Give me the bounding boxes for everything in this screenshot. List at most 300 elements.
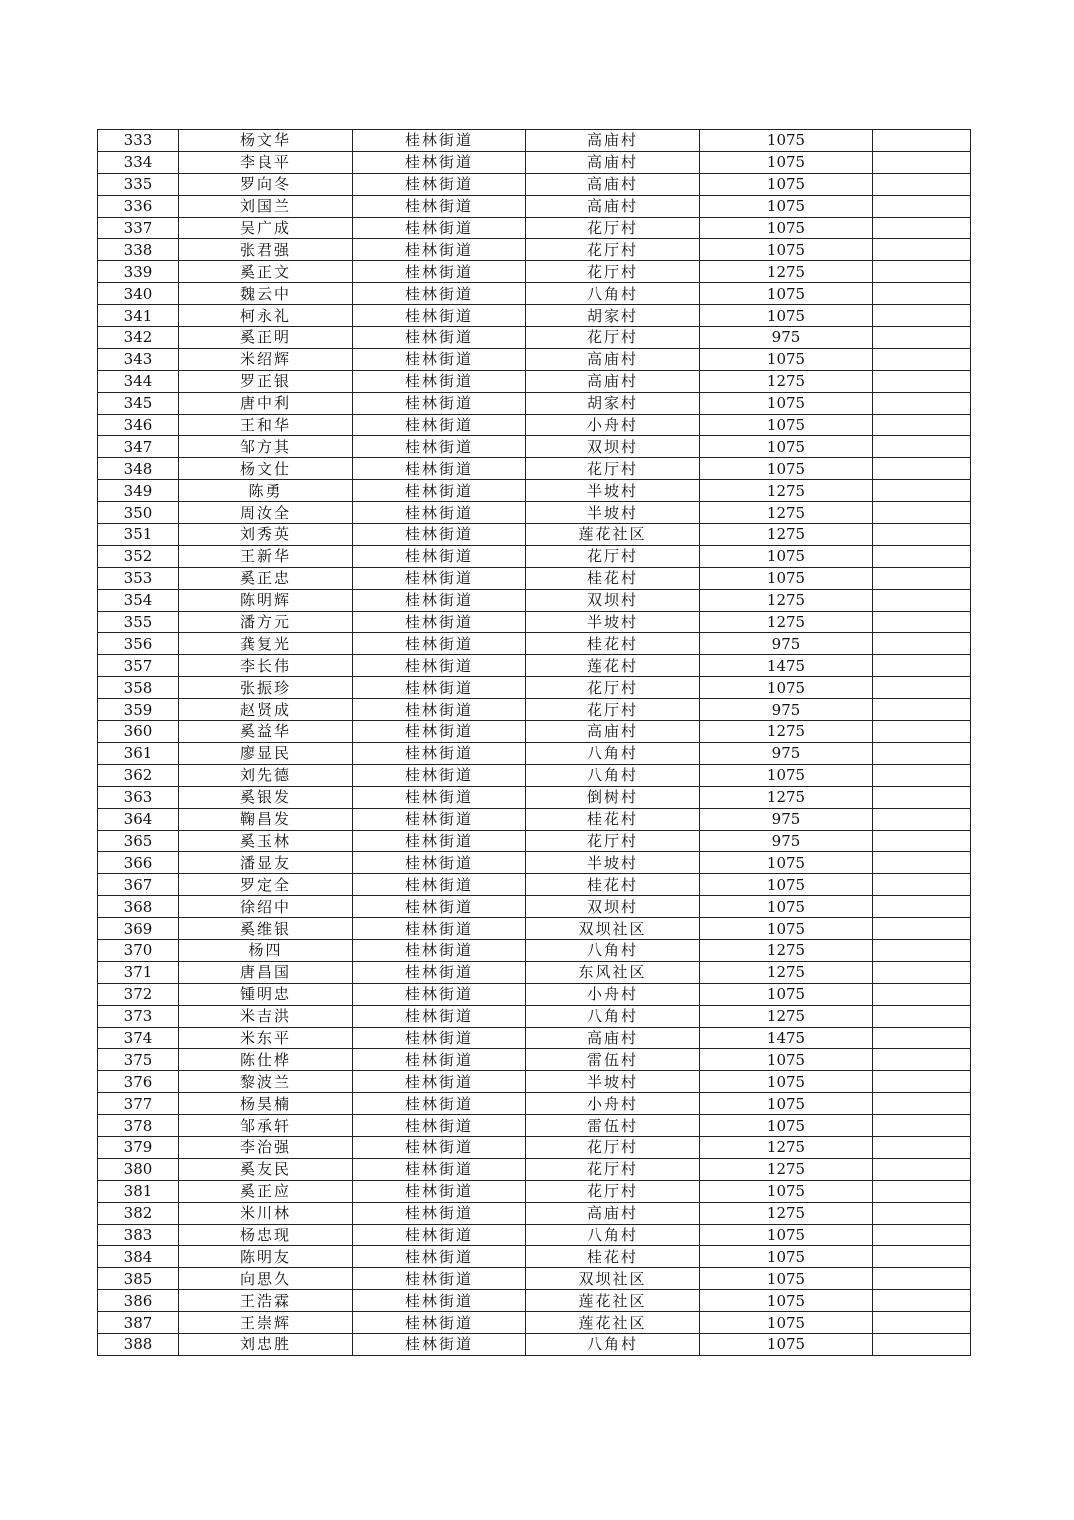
amount-cell: 1075 — [700, 874, 873, 896]
note-cell — [873, 1333, 971, 1355]
village-cell: 花厅村 — [526, 1136, 700, 1158]
table-row — [98, 1290, 971, 1312]
street-cell: 桂林街道 — [353, 1246, 526, 1268]
amount-cell: 1075 — [700, 151, 873, 173]
name-cell: 唐昌国 — [179, 961, 353, 983]
row-number-cell: 382 — [98, 1202, 179, 1224]
street-cell: 桂林街道 — [353, 239, 526, 261]
note-cell — [873, 655, 971, 677]
row-number-cell: 338 — [98, 239, 179, 261]
street-cell: 桂林街道 — [353, 983, 526, 1005]
name-cell: 龚复光 — [179, 633, 353, 655]
name-cell: 鞠昌发 — [179, 808, 353, 830]
note-cell — [873, 699, 971, 721]
name-cell: 杨昊楠 — [179, 1093, 353, 1115]
name-cell: 米吉洪 — [179, 1005, 353, 1027]
village-cell: 花厅村 — [526, 239, 700, 261]
village-cell: 花厅村 — [526, 699, 700, 721]
name-cell: 米川林 — [179, 1202, 353, 1224]
name-cell: 陈勇 — [179, 480, 353, 502]
note-cell — [873, 283, 971, 305]
amount-cell: 1075 — [700, 283, 873, 305]
village-cell: 小舟村 — [526, 983, 700, 1005]
note-cell — [873, 896, 971, 918]
table-row — [98, 173, 971, 195]
note-cell — [873, 677, 971, 699]
table-row — [98, 764, 971, 786]
note-cell — [873, 1312, 971, 1334]
row-number-cell: 354 — [98, 589, 179, 611]
amount-cell: 1275 — [700, 502, 873, 524]
village-cell: 桂花村 — [526, 633, 700, 655]
street-cell: 桂林街道 — [353, 1005, 526, 1027]
street-cell: 桂林街道 — [353, 480, 526, 502]
name-cell: 奚维银 — [179, 918, 353, 940]
name-cell: 刘秀英 — [179, 524, 353, 546]
table-row — [98, 874, 971, 896]
note-cell — [873, 130, 971, 152]
village-cell: 双坝村 — [526, 896, 700, 918]
amount-cell: 1275 — [700, 721, 873, 743]
street-cell: 桂林街道 — [353, 1115, 526, 1137]
street-cell: 桂林街道 — [353, 721, 526, 743]
amount-cell: 975 — [700, 633, 873, 655]
row-number-cell: 369 — [98, 918, 179, 940]
table-row — [98, 130, 971, 152]
amount-cell: 1075 — [700, 348, 873, 370]
table-row — [98, 633, 971, 655]
note-cell — [873, 173, 971, 195]
row-number-cell: 376 — [98, 1071, 179, 1093]
amount-cell: 1275 — [700, 261, 873, 283]
street-cell: 桂林街道 — [353, 633, 526, 655]
amount-cell: 1075 — [700, 130, 873, 152]
note-cell — [873, 1290, 971, 1312]
amount-cell: 975 — [700, 699, 873, 721]
village-cell: 高庙村 — [526, 348, 700, 370]
row-number-cell: 383 — [98, 1224, 179, 1246]
note-cell — [873, 1136, 971, 1158]
note-cell — [873, 567, 971, 589]
street-cell: 桂林街道 — [353, 589, 526, 611]
village-cell: 花厅村 — [526, 677, 700, 699]
note-cell — [873, 458, 971, 480]
village-cell: 桂花村 — [526, 874, 700, 896]
note-cell — [873, 545, 971, 567]
table-row — [98, 1136, 971, 1158]
row-number-cell: 361 — [98, 742, 179, 764]
amount-cell: 1075 — [700, 983, 873, 1005]
table-row — [98, 786, 971, 808]
note-cell — [873, 918, 971, 940]
amount-cell: 1075 — [700, 1246, 873, 1268]
row-number-cell: 344 — [98, 370, 179, 392]
village-cell: 八角村 — [526, 939, 700, 961]
name-cell: 杨忠现 — [179, 1224, 353, 1246]
name-cell: 王和华 — [179, 414, 353, 436]
street-cell: 桂林街道 — [353, 261, 526, 283]
street-cell: 桂林街道 — [353, 173, 526, 195]
row-number-cell: 357 — [98, 655, 179, 677]
row-number-cell: 343 — [98, 348, 179, 370]
note-cell — [873, 589, 971, 611]
name-cell: 李治强 — [179, 1136, 353, 1158]
row-number-cell: 366 — [98, 852, 179, 874]
roster-table-body — [98, 130, 971, 1356]
street-cell: 桂林街道 — [353, 1312, 526, 1334]
note-cell — [873, 327, 971, 349]
note-cell — [873, 392, 971, 414]
street-cell: 桂林街道 — [353, 1049, 526, 1071]
name-cell: 李良平 — [179, 151, 353, 173]
name-cell: 奚玉林 — [179, 830, 353, 852]
table-row — [98, 1180, 971, 1202]
name-cell: 刘国兰 — [179, 195, 353, 217]
note-cell — [873, 305, 971, 327]
amount-cell: 1275 — [700, 524, 873, 546]
street-cell: 桂林街道 — [353, 370, 526, 392]
table-row — [98, 1333, 971, 1355]
village-cell: 八角村 — [526, 283, 700, 305]
name-cell: 唐中利 — [179, 392, 353, 414]
village-cell: 莲花社区 — [526, 524, 700, 546]
name-cell: 奚正文 — [179, 261, 353, 283]
street-cell: 桂林街道 — [353, 348, 526, 370]
amount-cell: 1275 — [700, 961, 873, 983]
street-cell: 桂林街道 — [353, 1027, 526, 1049]
street-cell: 桂林街道 — [353, 1180, 526, 1202]
note-cell — [873, 1246, 971, 1268]
row-number-cell: 364 — [98, 808, 179, 830]
row-number-cell: 348 — [98, 458, 179, 480]
street-cell: 桂林街道 — [353, 939, 526, 961]
street-cell: 桂林街道 — [353, 764, 526, 786]
row-number-cell: 340 — [98, 283, 179, 305]
amount-cell: 1275 — [700, 939, 873, 961]
name-cell: 廖显民 — [179, 742, 353, 764]
note-cell — [873, 414, 971, 436]
note-cell — [873, 348, 971, 370]
village-cell: 东风社区 — [526, 961, 700, 983]
table-row — [98, 261, 971, 283]
table-row — [98, 327, 971, 349]
row-number-cell: 336 — [98, 195, 179, 217]
row-number-cell: 372 — [98, 983, 179, 1005]
street-cell: 桂林街道 — [353, 786, 526, 808]
row-number-cell: 375 — [98, 1049, 179, 1071]
street-cell: 桂林街道 — [353, 677, 526, 699]
note-cell — [873, 195, 971, 217]
name-cell: 米东平 — [179, 1027, 353, 1049]
village-cell: 高庙村 — [526, 1027, 700, 1049]
table-row — [98, 1246, 971, 1268]
row-number-cell: 334 — [98, 151, 179, 173]
village-cell: 高庙村 — [526, 173, 700, 195]
table-row — [98, 151, 971, 173]
village-cell: 花厅村 — [526, 545, 700, 567]
row-number-cell: 360 — [98, 721, 179, 743]
name-cell: 奚益华 — [179, 721, 353, 743]
row-number-cell: 387 — [98, 1312, 179, 1334]
amount-cell: 975 — [700, 830, 873, 852]
name-cell: 奚正明 — [179, 327, 353, 349]
street-cell: 桂林街道 — [353, 1158, 526, 1180]
row-number-cell: 349 — [98, 480, 179, 502]
name-cell: 王新华 — [179, 545, 353, 567]
row-number-cell: 367 — [98, 874, 179, 896]
street-cell: 桂林街道 — [353, 1093, 526, 1115]
street-cell: 桂林街道 — [353, 1136, 526, 1158]
village-cell: 倒树村 — [526, 786, 700, 808]
row-number-cell: 359 — [98, 699, 179, 721]
amount-cell: 1075 — [700, 217, 873, 239]
table-row — [98, 480, 971, 502]
note-cell — [873, 502, 971, 524]
street-cell: 桂林街道 — [353, 502, 526, 524]
note-cell — [873, 151, 971, 173]
row-number-cell: 362 — [98, 764, 179, 786]
note-cell — [873, 852, 971, 874]
note-cell — [873, 1071, 971, 1093]
table-row — [98, 918, 971, 940]
village-cell: 高庙村 — [526, 151, 700, 173]
name-cell: 王崇辉 — [179, 1312, 353, 1334]
name-cell: 徐绍中 — [179, 896, 353, 918]
row-number-cell: 373 — [98, 1005, 179, 1027]
amount-cell: 1075 — [700, 764, 873, 786]
table-row — [98, 348, 971, 370]
village-cell: 莲花社区 — [526, 1312, 700, 1334]
note-cell — [873, 764, 971, 786]
table-row — [98, 852, 971, 874]
amount-cell: 1075 — [700, 918, 873, 940]
table-row — [98, 305, 971, 327]
amount-cell: 1075 — [700, 677, 873, 699]
name-cell: 刘先德 — [179, 764, 353, 786]
name-cell: 周汝全 — [179, 502, 353, 524]
amount-cell: 1075 — [700, 173, 873, 195]
table-row — [98, 939, 971, 961]
row-number-cell: 368 — [98, 896, 179, 918]
amount-cell: 1075 — [700, 896, 873, 918]
table-row — [98, 1268, 971, 1290]
name-cell: 奚银发 — [179, 786, 353, 808]
village-cell: 花厅村 — [526, 458, 700, 480]
village-cell: 花厅村 — [526, 217, 700, 239]
street-cell: 桂林街道 — [353, 545, 526, 567]
note-cell — [873, 633, 971, 655]
village-cell: 小舟村 — [526, 1093, 700, 1115]
table-row — [98, 502, 971, 524]
amount-cell: 1075 — [700, 436, 873, 458]
amount-cell: 1075 — [700, 195, 873, 217]
village-cell: 高庙村 — [526, 721, 700, 743]
note-cell — [873, 1202, 971, 1224]
note-cell — [873, 721, 971, 743]
village-cell: 半坡村 — [526, 852, 700, 874]
name-cell: 奚友民 — [179, 1158, 353, 1180]
note-cell — [873, 961, 971, 983]
street-cell: 桂林街道 — [353, 918, 526, 940]
village-cell: 花厅村 — [526, 830, 700, 852]
row-number-cell: 370 — [98, 939, 179, 961]
street-cell: 桂林街道 — [353, 567, 526, 589]
table-row — [98, 589, 971, 611]
amount-cell: 1075 — [700, 392, 873, 414]
name-cell: 杨文华 — [179, 130, 353, 152]
name-cell: 邹方其 — [179, 436, 353, 458]
table-row — [98, 458, 971, 480]
village-cell: 雷伍村 — [526, 1049, 700, 1071]
amount-cell: 1075 — [700, 852, 873, 874]
row-number-cell: 365 — [98, 830, 179, 852]
street-cell: 桂林街道 — [353, 830, 526, 852]
name-cell: 米绍辉 — [179, 348, 353, 370]
table-row — [98, 611, 971, 633]
street-cell: 桂林街道 — [353, 151, 526, 173]
row-number-cell: 378 — [98, 1115, 179, 1137]
village-cell: 桂花村 — [526, 808, 700, 830]
amount-cell: 975 — [700, 742, 873, 764]
note-cell — [873, 1115, 971, 1137]
row-number-cell: 386 — [98, 1290, 179, 1312]
village-cell: 花厅村 — [526, 1158, 700, 1180]
note-cell — [873, 983, 971, 1005]
name-cell: 李长伟 — [179, 655, 353, 677]
row-number-cell: 346 — [98, 414, 179, 436]
village-cell: 花厅村 — [526, 1180, 700, 1202]
name-cell: 潘显友 — [179, 852, 353, 874]
amount-cell: 1075 — [700, 567, 873, 589]
street-cell: 桂林街道 — [353, 961, 526, 983]
name-cell: 杨文仕 — [179, 458, 353, 480]
note-cell — [873, 1027, 971, 1049]
street-cell: 桂林街道 — [353, 611, 526, 633]
street-cell: 桂林街道 — [353, 283, 526, 305]
street-cell: 桂林街道 — [353, 195, 526, 217]
row-number-cell: 374 — [98, 1027, 179, 1049]
amount-cell: 1275 — [700, 1136, 873, 1158]
row-number-cell: 352 — [98, 545, 179, 567]
street-cell: 桂林街道 — [353, 458, 526, 480]
name-cell: 杨四 — [179, 939, 353, 961]
note-cell — [873, 436, 971, 458]
name-cell: 邹承轩 — [179, 1115, 353, 1137]
row-number-cell: 350 — [98, 502, 179, 524]
note-cell — [873, 1158, 971, 1180]
amount-cell: 1275 — [700, 611, 873, 633]
table-row — [98, 830, 971, 852]
row-number-cell: 385 — [98, 1268, 179, 1290]
row-number-cell: 356 — [98, 633, 179, 655]
row-number-cell: 379 — [98, 1136, 179, 1158]
note-cell — [873, 1268, 971, 1290]
name-cell: 陈明辉 — [179, 589, 353, 611]
street-cell: 桂林街道 — [353, 130, 526, 152]
village-cell: 莲花村 — [526, 655, 700, 677]
name-cell: 张君强 — [179, 239, 353, 261]
village-cell: 高庙村 — [526, 1202, 700, 1224]
table-row — [98, 655, 971, 677]
table-row — [98, 217, 971, 239]
table-row — [98, 961, 971, 983]
name-cell: 黎波兰 — [179, 1071, 353, 1093]
name-cell: 奚正应 — [179, 1180, 353, 1202]
name-cell: 张振珍 — [179, 677, 353, 699]
amount-cell: 1275 — [700, 1202, 873, 1224]
table-row — [98, 896, 971, 918]
name-cell: 奚正忠 — [179, 567, 353, 589]
street-cell: 桂林街道 — [353, 436, 526, 458]
table-row — [98, 370, 971, 392]
street-cell: 桂林街道 — [353, 217, 526, 239]
street-cell: 桂林街道 — [353, 808, 526, 830]
village-cell: 雷伍村 — [526, 1115, 700, 1137]
amount-cell: 1075 — [700, 1180, 873, 1202]
table-row — [98, 742, 971, 764]
note-cell — [873, 1224, 971, 1246]
table-row — [98, 1027, 971, 1049]
street-cell: 桂林街道 — [353, 896, 526, 918]
amount-cell: 1075 — [700, 1268, 873, 1290]
note-cell — [873, 1049, 971, 1071]
village-cell: 半坡村 — [526, 502, 700, 524]
amount-cell: 1075 — [700, 1290, 873, 1312]
street-cell: 桂林街道 — [353, 699, 526, 721]
amount-cell: 1275 — [700, 480, 873, 502]
note-cell — [873, 261, 971, 283]
street-cell: 桂林街道 — [353, 1202, 526, 1224]
row-number-cell: 345 — [98, 392, 179, 414]
village-cell: 高庙村 — [526, 130, 700, 152]
amount-cell: 1275 — [700, 786, 873, 808]
amount-cell: 1075 — [700, 1093, 873, 1115]
note-cell — [873, 939, 971, 961]
row-number-cell: 384 — [98, 1246, 179, 1268]
row-number-cell: 335 — [98, 173, 179, 195]
village-cell: 八角村 — [526, 742, 700, 764]
name-cell: 魏云中 — [179, 283, 353, 305]
street-cell: 桂林街道 — [353, 655, 526, 677]
name-cell: 锺明忠 — [179, 983, 353, 1005]
amount-cell: 1075 — [700, 305, 873, 327]
table-row — [98, 721, 971, 743]
note-cell — [873, 742, 971, 764]
village-cell: 桂花村 — [526, 1246, 700, 1268]
roster-table — [97, 129, 971, 1356]
table-row — [98, 1312, 971, 1334]
table-row — [98, 1093, 971, 1115]
amount-cell: 1275 — [700, 1158, 873, 1180]
street-cell: 桂林街道 — [353, 1268, 526, 1290]
village-cell: 八角村 — [526, 1005, 700, 1027]
row-number-cell: 353 — [98, 567, 179, 589]
note-cell — [873, 874, 971, 896]
row-number-cell: 380 — [98, 1158, 179, 1180]
row-number-cell: 377 — [98, 1093, 179, 1115]
amount-cell: 975 — [700, 808, 873, 830]
village-cell: 双坝社区 — [526, 918, 700, 940]
street-cell: 桂林街道 — [353, 305, 526, 327]
name-cell: 刘忠胜 — [179, 1333, 353, 1355]
note-cell — [873, 808, 971, 830]
table-row — [98, 392, 971, 414]
table-row — [98, 545, 971, 567]
note-cell — [873, 239, 971, 261]
village-cell: 桂花村 — [526, 567, 700, 589]
table-row — [98, 283, 971, 305]
name-cell: 向思久 — [179, 1268, 353, 1290]
